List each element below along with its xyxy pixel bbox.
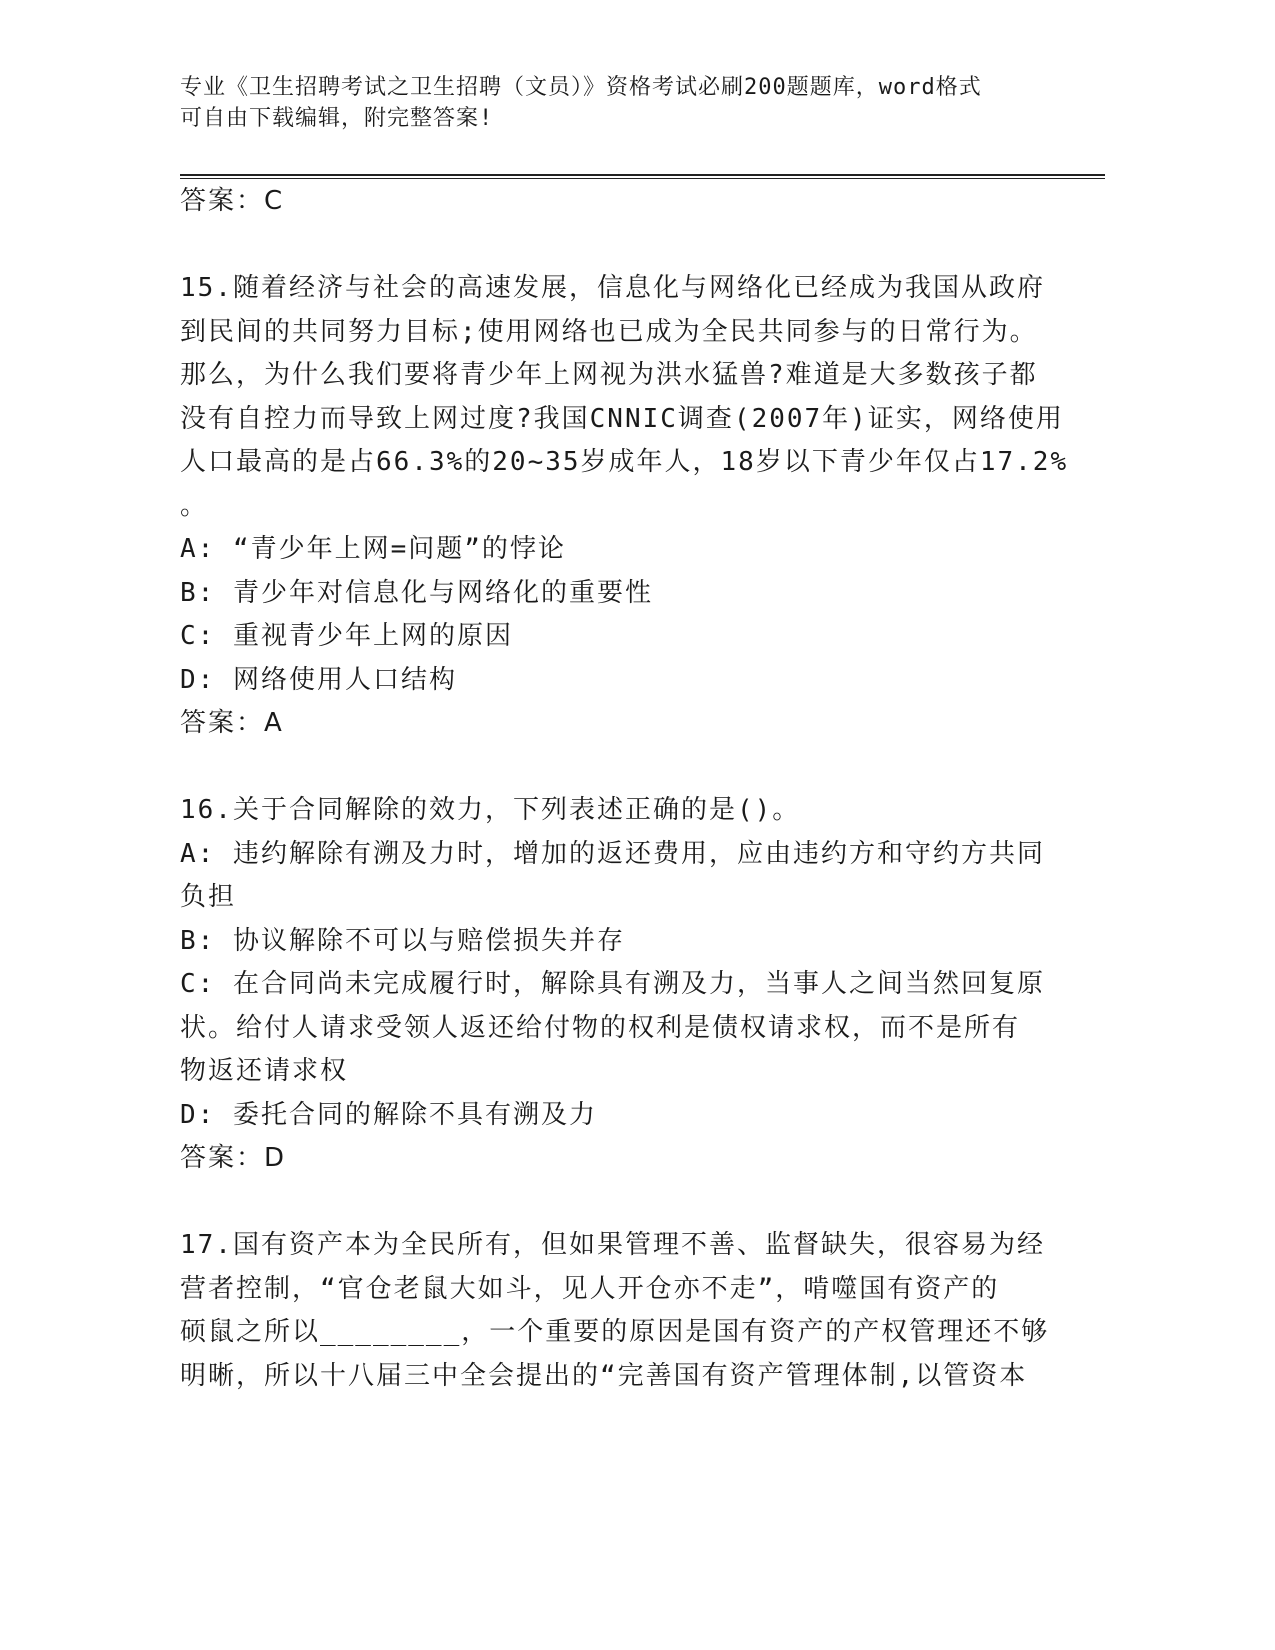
question-text-line: 到民间的共同努力目标;使用网络也已成为全民共同参与的日常行为。 <box>180 316 1038 347</box>
question-text-line: 那么，为什么我们要将青少年上网视为洪水猛兽?难道是大多数孩子都 <box>180 360 1038 390</box>
question-text-line: 。 <box>180 490 209 521</box>
question-text-line: 15.随着经济与社会的高速发展，信息化与网络化已经成为我国从政府 <box>180 273 1045 303</box>
spacer <box>180 1181 1080 1225</box>
spacer <box>180 746 1080 790</box>
header-line-1: 专业《卫生招聘考试之卫生招聘（文员）》资格考试必刷200题题库，word格式 <box>180 75 982 100</box>
option-d: D: 委托合同的解除不具有溯及力 <box>180 1099 597 1130</box>
option-c: C: 在合同尚未完成履行时，解除具有溯及力，当事人之间当然回复原 <box>180 969 1045 999</box>
answer-q15: 答案：A <box>180 708 284 738</box>
spacer <box>180 224 1080 268</box>
answer-q16: 答案：D <box>180 1143 287 1173</box>
question-15 <box>180 267 1080 746</box>
header-line-2: 可自由下载编辑，附完整答案! <box>180 106 494 131</box>
question-text-line: 明晰，所以十八届三中全会提出的“完善国有资产管理体制,以管资本 <box>180 1360 1028 1391</box>
question-text-line: 硕鼠之所以________，一个重要的原因是国有资产的产权管理还不够 <box>180 1317 1050 1347</box>
option-a: A: 违约解除有溯及力时，增加的返还费用，应由违约方和守约方共同 <box>180 838 1045 869</box>
question-text-line: 人口最高的是占66.3%的20~35岁成年人，18岁以下青少年仅占17.2% <box>180 447 1069 477</box>
header-rule-thin <box>180 178 1105 179</box>
option-b: B: 青少年对信息化与网络化的重要性 <box>180 577 653 608</box>
question-text-line: 没有自控力而导致上网过度?我国CNNIC调查(2007年)证实，网络使用 <box>180 403 1064 434</box>
header-rule-thick <box>180 174 1105 176</box>
question-text-line: 16.关于合同解除的效力，下列表述正确的是()。 <box>180 795 801 825</box>
document-body <box>180 180 1080 1398</box>
option-c-continued: 物返还请求权 <box>180 1056 349 1086</box>
question-text-line: 17.国有资产本为全民所有，但如果管理不善、监督缺失，很容易为经 <box>180 1230 1045 1260</box>
question-text-line: 营者控制，“官仓老鼠大如斗，见人开仓亦不走”，啃噬国有资产的 <box>180 1273 1000 1304</box>
option-a-continued: 负担 <box>180 882 237 912</box>
question-16 <box>180 789 1080 1181</box>
option-a: A: “青少年上网=问题”的悖论 <box>180 534 566 564</box>
option-d: D: 网络使用人口结构 <box>180 664 457 695</box>
question-17 <box>180 1224 1080 1398</box>
option-b: B: 协议解除不可以与赔偿损失并存 <box>180 925 625 956</box>
answer-q14: 答案：C <box>180 186 285 216</box>
option-c-continued: 状。给付人请求受领人返还给付物的权利是债权请求权，而不是所有 <box>180 1012 1021 1043</box>
option-c: C: 重视青少年上网的原因 <box>180 621 513 651</box>
document-header <box>180 72 1080 134</box>
